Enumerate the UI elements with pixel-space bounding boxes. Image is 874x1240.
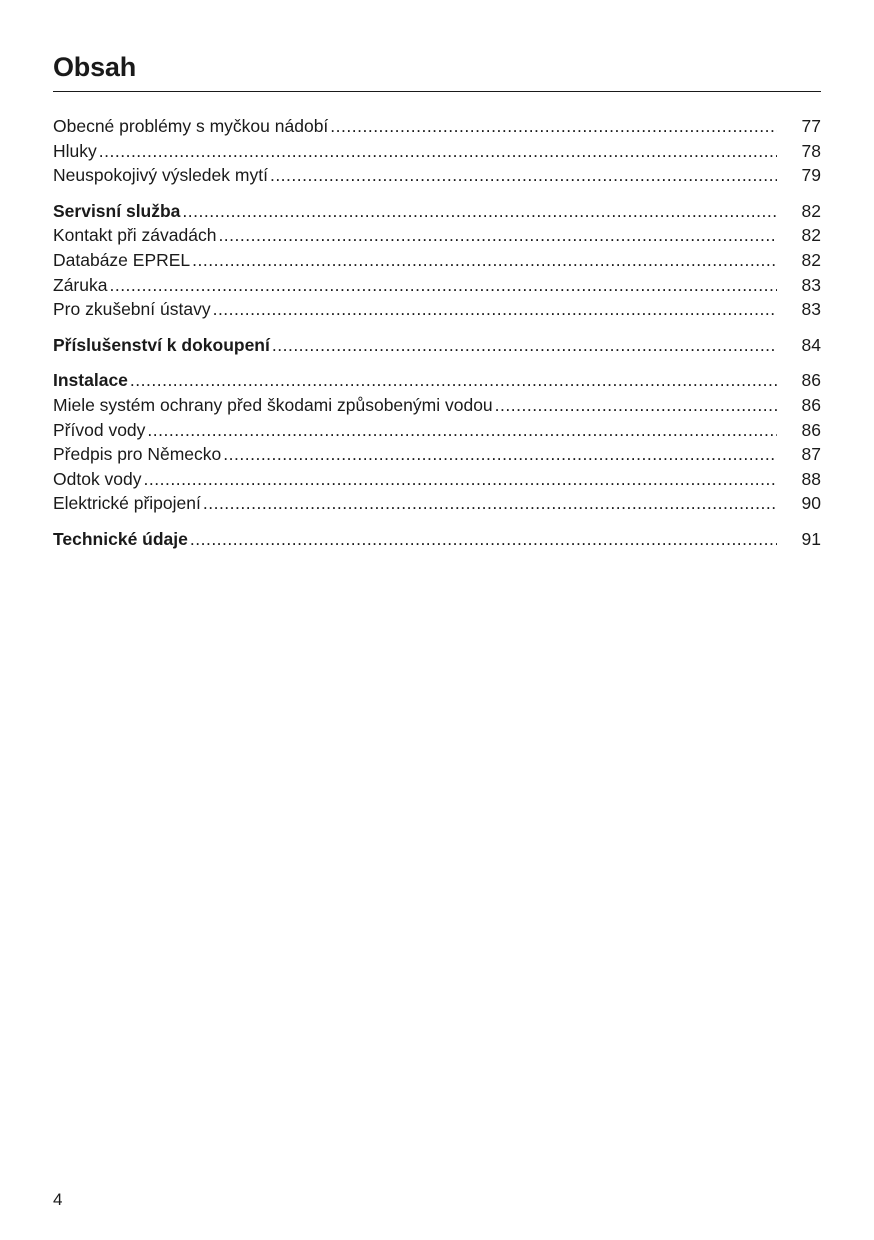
title-divider bbox=[53, 91, 821, 92]
dot-leader bbox=[270, 163, 777, 188]
toc-entry-page: 82 bbox=[801, 249, 821, 270]
toc-heading-entry[interactable] bbox=[53, 368, 821, 393]
toc-entry-page: 86 bbox=[801, 370, 821, 391]
page-title: Obsah bbox=[53, 52, 137, 82]
toc-entry-page: 86 bbox=[801, 419, 821, 440]
toc-entry[interactable] bbox=[53, 393, 821, 418]
dot-leader bbox=[144, 467, 777, 492]
toc-heading-entry[interactable] bbox=[53, 333, 821, 358]
dot-leader bbox=[190, 527, 777, 552]
dot-leader bbox=[99, 139, 777, 164]
dot-leader bbox=[130, 368, 777, 393]
toc-entry-page: 82 bbox=[801, 225, 821, 246]
dot-leader bbox=[192, 248, 777, 273]
toc-entry[interactable] bbox=[53, 273, 821, 298]
dot-leader bbox=[203, 491, 777, 516]
toc-entry[interactable] bbox=[53, 223, 821, 248]
toc-entry-label: Odtok vody bbox=[53, 468, 142, 489]
toc-entry-page: 86 bbox=[801, 394, 821, 415]
dot-leader bbox=[213, 297, 777, 322]
dot-leader bbox=[495, 393, 777, 418]
toc-entry-page: 77 bbox=[801, 116, 821, 136]
toc-section bbox=[53, 199, 821, 322]
toc-entry[interactable] bbox=[53, 491, 821, 516]
toc-entry-page: 83 bbox=[801, 274, 821, 295]
toc-entry[interactable] bbox=[53, 442, 821, 467]
toc-entry-page: 82 bbox=[801, 200, 821, 221]
dot-leader bbox=[223, 442, 777, 467]
toc-heading-entry[interactable] bbox=[53, 199, 821, 224]
dot-leader bbox=[109, 273, 777, 298]
dot-leader bbox=[147, 418, 777, 443]
toc-entry-page: 90 bbox=[801, 493, 821, 514]
toc-entry-label: Předpis pro Německo bbox=[53, 444, 222, 465]
toc-entry[interactable] bbox=[53, 114, 821, 139]
toc-entry-page: 88 bbox=[801, 468, 821, 489]
toc-entry-label: Databáze EPREL bbox=[53, 249, 191, 270]
toc-entry[interactable] bbox=[53, 467, 821, 492]
toc-entry-label: Instalace bbox=[53, 370, 128, 391]
dot-leader bbox=[330, 114, 777, 139]
toc-section bbox=[53, 114, 821, 188]
toc-entry-page: 83 bbox=[801, 299, 821, 320]
toc-entry-page: 79 bbox=[801, 165, 821, 186]
toc-entry-label: Obecné problémy s myčkou nádobí bbox=[53, 116, 329, 136]
toc-entry-page: 87 bbox=[801, 444, 821, 465]
dot-leader bbox=[272, 333, 777, 358]
toc-entry-label: Miele systém ochrany před škodami způsobenými vodou bbox=[53, 394, 493, 415]
toc-entry-page: 84 bbox=[801, 334, 821, 355]
table-of-contents bbox=[53, 114, 821, 563]
toc-entry-label: Technické údaje bbox=[53, 528, 188, 549]
toc-entry-label: Servisní služba bbox=[53, 200, 181, 221]
toc-entry[interactable] bbox=[53, 139, 821, 164]
toc-entry-label: Hluky bbox=[53, 140, 97, 161]
toc-entry[interactable] bbox=[53, 163, 821, 188]
toc-section bbox=[53, 527, 821, 552]
toc-entry-label: Kontakt při závadách bbox=[53, 225, 217, 246]
dot-leader bbox=[218, 223, 777, 248]
page-number: 4 bbox=[53, 1190, 63, 1209]
toc-heading-entry[interactable] bbox=[53, 527, 821, 552]
toc-entry[interactable] bbox=[53, 297, 821, 322]
dot-leader bbox=[182, 199, 777, 224]
toc-entry[interactable] bbox=[53, 248, 821, 273]
toc-entry-label: Pro zkušební ústavy bbox=[53, 299, 211, 320]
toc-section bbox=[53, 333, 821, 358]
toc-entry[interactable] bbox=[53, 418, 821, 443]
toc-entry-label: Příslušenství k dokoupení bbox=[53, 334, 270, 355]
toc-entry-label: Neuspokojivý výsledek mytí bbox=[53, 165, 268, 186]
toc-entry-label: Elektrické připojení bbox=[53, 493, 201, 514]
toc-entry-page: 91 bbox=[801, 528, 821, 549]
toc-entry-label: Záruka bbox=[53, 274, 108, 295]
toc-entry-page: 78 bbox=[801, 140, 821, 161]
toc-entry-label: Přívod vody bbox=[53, 419, 146, 440]
toc-section bbox=[53, 368, 821, 516]
